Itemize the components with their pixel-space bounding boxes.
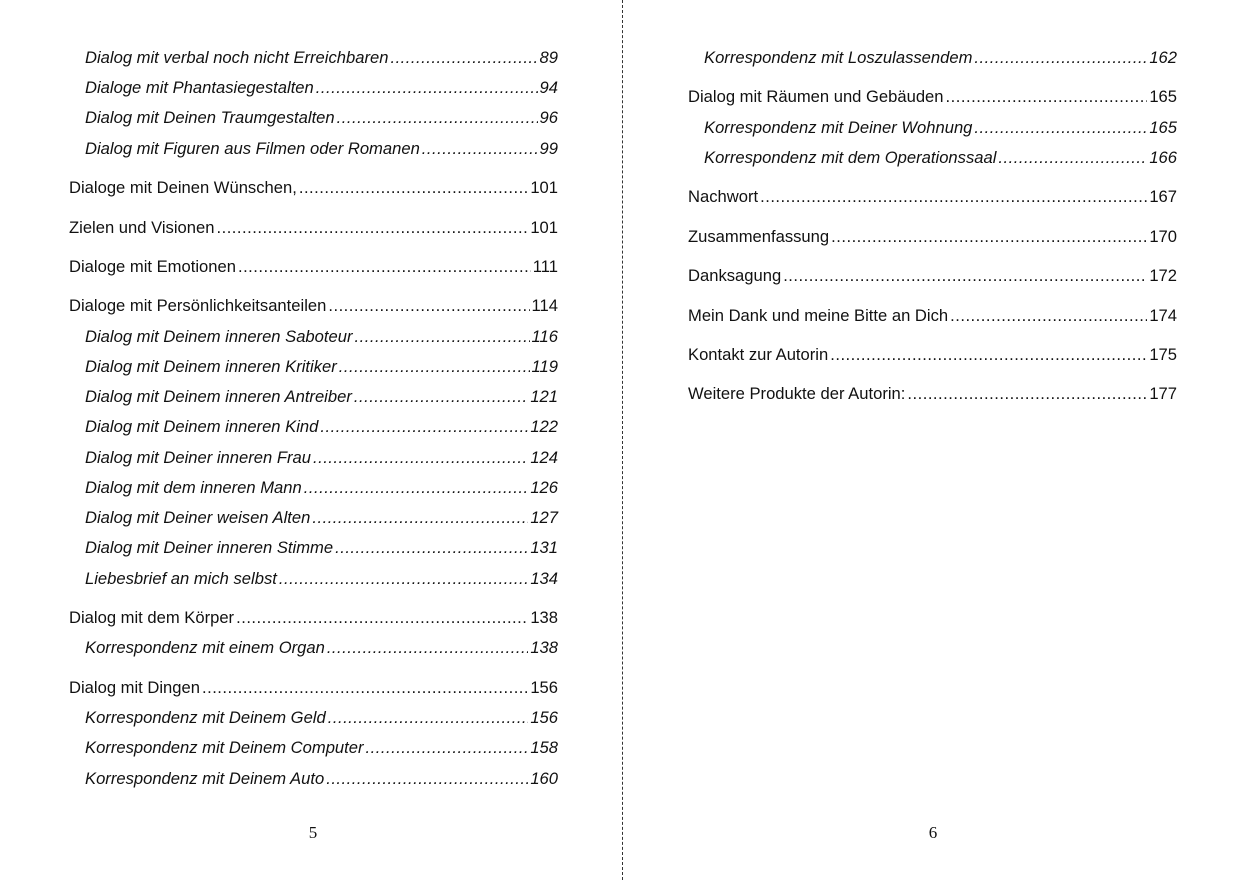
toc-entry-label: Dialog mit Deinem inneren Saboteur	[85, 327, 353, 346]
toc-entry-label: Dialog mit Deinem inneren Kind	[85, 417, 319, 436]
toc-entry-page: 158	[530, 738, 558, 757]
toc-entry-page: 134	[530, 569, 558, 588]
dot-leader	[216, 216, 528, 240]
toc-entry[interactable]	[69, 676, 558, 700]
dot-leader	[366, 736, 529, 760]
toc-entry-label: Dialog mit Deinem inneren Antreiber	[85, 387, 352, 406]
dot-leader	[313, 446, 528, 470]
toc-entry[interactable]	[704, 46, 1177, 70]
toc-entry-page: 114	[531, 296, 558, 315]
dot-leader	[312, 506, 528, 530]
toc-entry-label: Korrespondenz mit Deinem Geld	[85, 708, 326, 727]
toc-entry-page: 99	[539, 139, 558, 158]
dot-leader	[760, 185, 1147, 209]
toc-entry-page: 94	[539, 78, 558, 97]
toc-entry-page: 101	[530, 218, 558, 237]
toc-entry[interactable]	[85, 767, 558, 791]
toc-entry[interactable]	[69, 216, 558, 240]
toc-entry-label: Dialog mit Figuren aus Filmen oder Romanen	[85, 139, 420, 158]
toc-entry[interactable]	[688, 264, 1177, 288]
dot-leader	[326, 767, 528, 791]
dot-leader	[337, 106, 538, 130]
toc-entry-label: Dialog mit Räumen und Gebäuden	[688, 87, 944, 106]
dot-leader	[831, 225, 1147, 249]
toc-entry-label: Dialoge mit Persönlichkeitsanteilen	[69, 296, 327, 315]
toc-entry-page: 177	[1149, 384, 1177, 403]
toc-entry[interactable]	[85, 536, 558, 560]
toc-entry-label: Dialog mit Deiner inneren Frau	[85, 448, 311, 467]
toc-entry-page: 131	[530, 538, 558, 557]
dot-leader	[335, 536, 528, 560]
toc-entry[interactable]	[85, 706, 558, 730]
toc-entry[interactable]	[85, 446, 558, 470]
toc-entry-label: Liebesbrief an mich selbst	[85, 569, 277, 588]
toc-entry[interactable]	[85, 46, 558, 70]
toc-entry[interactable]	[85, 355, 558, 379]
dot-leader	[998, 146, 1147, 170]
dot-leader	[304, 476, 529, 500]
toc-entry[interactable]	[69, 176, 558, 200]
toc-entry-label: Korrespondenz mit einem Organ	[85, 638, 325, 657]
toc-entry[interactable]	[85, 736, 558, 760]
toc-entry-page: 122	[530, 417, 558, 436]
toc-entry-label: Dialog mit Deinen Traumgestalten	[85, 108, 335, 127]
toc-entry-page: 124	[530, 448, 558, 467]
toc-entry[interactable]	[69, 294, 558, 318]
toc-entry-label: Dialog mit dem inneren Mann	[85, 478, 302, 497]
dot-leader	[238, 255, 531, 279]
toc-entry-page: 127	[530, 508, 558, 527]
dot-leader	[320, 415, 528, 439]
dot-leader	[328, 706, 529, 730]
toc-entry-label: Zusammenfassung	[688, 227, 830, 246]
page-number: 5	[308, 823, 318, 842]
toc-entry-label: Mein Dank und meine Bitte an Dich	[688, 306, 949, 325]
toc-entry-label: Korrespondenz mit Loszulassendem	[704, 48, 973, 67]
dot-leader	[328, 294, 529, 318]
toc-entry-page: 116	[531, 327, 558, 346]
toc-entry-page: 119	[531, 357, 558, 376]
toc-entry[interactable]	[69, 255, 558, 279]
toc-entry[interactable]	[688, 85, 1177, 109]
toc-entry-page: 174	[1149, 306, 1177, 325]
dot-leader	[354, 385, 528, 409]
toc-entry-page: 156	[530, 678, 558, 697]
toc-entry[interactable]	[688, 304, 1177, 328]
toc-entry[interactable]	[85, 106, 558, 130]
toc-entry[interactable]	[704, 116, 1177, 140]
toc-entry-page: 172	[1149, 266, 1177, 285]
toc-entry[interactable]	[704, 146, 1177, 170]
dot-leader	[974, 46, 1147, 70]
toc-entry-label: Weitere Produkte der Autorin:	[688, 384, 906, 403]
toc-entry[interactable]	[85, 76, 558, 100]
toc-entry-page: 165	[1149, 87, 1177, 106]
toc-entry-page: 162	[1149, 48, 1177, 67]
toc-entry-page: 160	[530, 769, 558, 788]
toc-entry-label: Dialog mit Deinem inneren Kritiker	[85, 357, 337, 376]
toc-entry-label: Dialog mit Deiner inneren Stimme	[85, 538, 334, 557]
toc-entry-label: Dialog mit verbal noch nicht Erreichbaren	[85, 48, 389, 67]
dot-leader	[390, 46, 537, 70]
toc-entry-page: 96	[539, 108, 558, 127]
dot-leader	[299, 176, 528, 200]
dot-leader	[974, 116, 1147, 140]
toc-entry-label: Dialoge mit Phantasiegestalten	[85, 78, 314, 97]
toc-entry[interactable]	[85, 385, 558, 409]
toc-entry-label: Korrespondenz mit Deinem Auto	[85, 769, 325, 788]
toc-entry[interactable]	[85, 415, 558, 439]
toc-entry[interactable]	[85, 636, 558, 660]
toc-entry-label: Zielen und Visionen	[69, 218, 215, 237]
toc-entry-page: 138	[530, 638, 558, 657]
toc-entry-label: Dialog mit Deiner weisen Alten	[85, 508, 311, 527]
dot-leader	[236, 606, 528, 630]
dot-leader	[316, 76, 538, 100]
toc-entry[interactable]	[69, 606, 558, 630]
toc-entry-label: Danksagung	[688, 266, 782, 285]
toc-entry[interactable]	[688, 185, 1177, 209]
toc-entry[interactable]	[688, 382, 1177, 406]
dot-leader	[907, 382, 1147, 406]
toc-entry-page: 101	[530, 178, 558, 197]
toc-entry-label: Kontakt zur Autorin	[688, 345, 829, 364]
toc-entry-page: 126	[530, 478, 558, 497]
dot-leader	[830, 343, 1147, 367]
toc-entry-label: Dialog mit dem Körper	[69, 608, 235, 627]
dot-leader	[355, 325, 530, 349]
dot-leader	[783, 264, 1147, 288]
dot-leader	[946, 85, 1148, 109]
dot-leader	[279, 567, 528, 591]
toc-entry-label: Dialog mit Dingen	[69, 678, 200, 697]
toc-entry-label: Korrespondenz mit Deiner Wohnung	[704, 118, 973, 137]
dot-leader	[339, 355, 530, 379]
toc-entry-page: 111	[532, 257, 558, 276]
dot-leader	[422, 137, 538, 161]
toc-entry[interactable]	[688, 343, 1177, 367]
toc-entry-page: 156	[530, 708, 558, 727]
toc-entry-label: Nachwort	[688, 187, 759, 206]
toc-entry-page: 175	[1149, 345, 1177, 364]
toc-entry[interactable]	[85, 137, 558, 161]
dot-leader	[327, 636, 529, 660]
page-divider	[622, 0, 623, 880]
toc-entry-page: 165	[1149, 118, 1177, 137]
toc-entry-page: 89	[539, 48, 558, 67]
page-number: 6	[928, 823, 938, 842]
toc-entry-page: 121	[530, 387, 558, 406]
toc-entry[interactable]	[85, 325, 558, 349]
left-page	[0, 0, 622, 880]
right-page	[626, 0, 1247, 880]
toc-entry-label: Korrespondenz mit Deinem Computer	[85, 738, 364, 757]
toc-entry[interactable]	[85, 567, 558, 591]
toc-entry-label: Dialoge mit Emotionen	[69, 257, 236, 276]
toc-entry-label: Korrespondenz mit dem Operationssaal	[704, 148, 997, 167]
toc-entry-page: 166	[1149, 148, 1177, 167]
toc-entry[interactable]	[688, 225, 1177, 249]
toc-entry-page: 170	[1149, 227, 1177, 246]
toc-entry-label: Dialoge mit Deinen Wünschen,	[69, 178, 297, 197]
dot-leader	[202, 676, 528, 700]
toc-entry-page: 167	[1149, 187, 1177, 206]
dot-leader	[950, 304, 1147, 328]
toc-entry[interactable]	[85, 506, 558, 530]
toc-entry-page: 138	[530, 608, 558, 627]
toc-entry[interactable]	[85, 476, 558, 500]
